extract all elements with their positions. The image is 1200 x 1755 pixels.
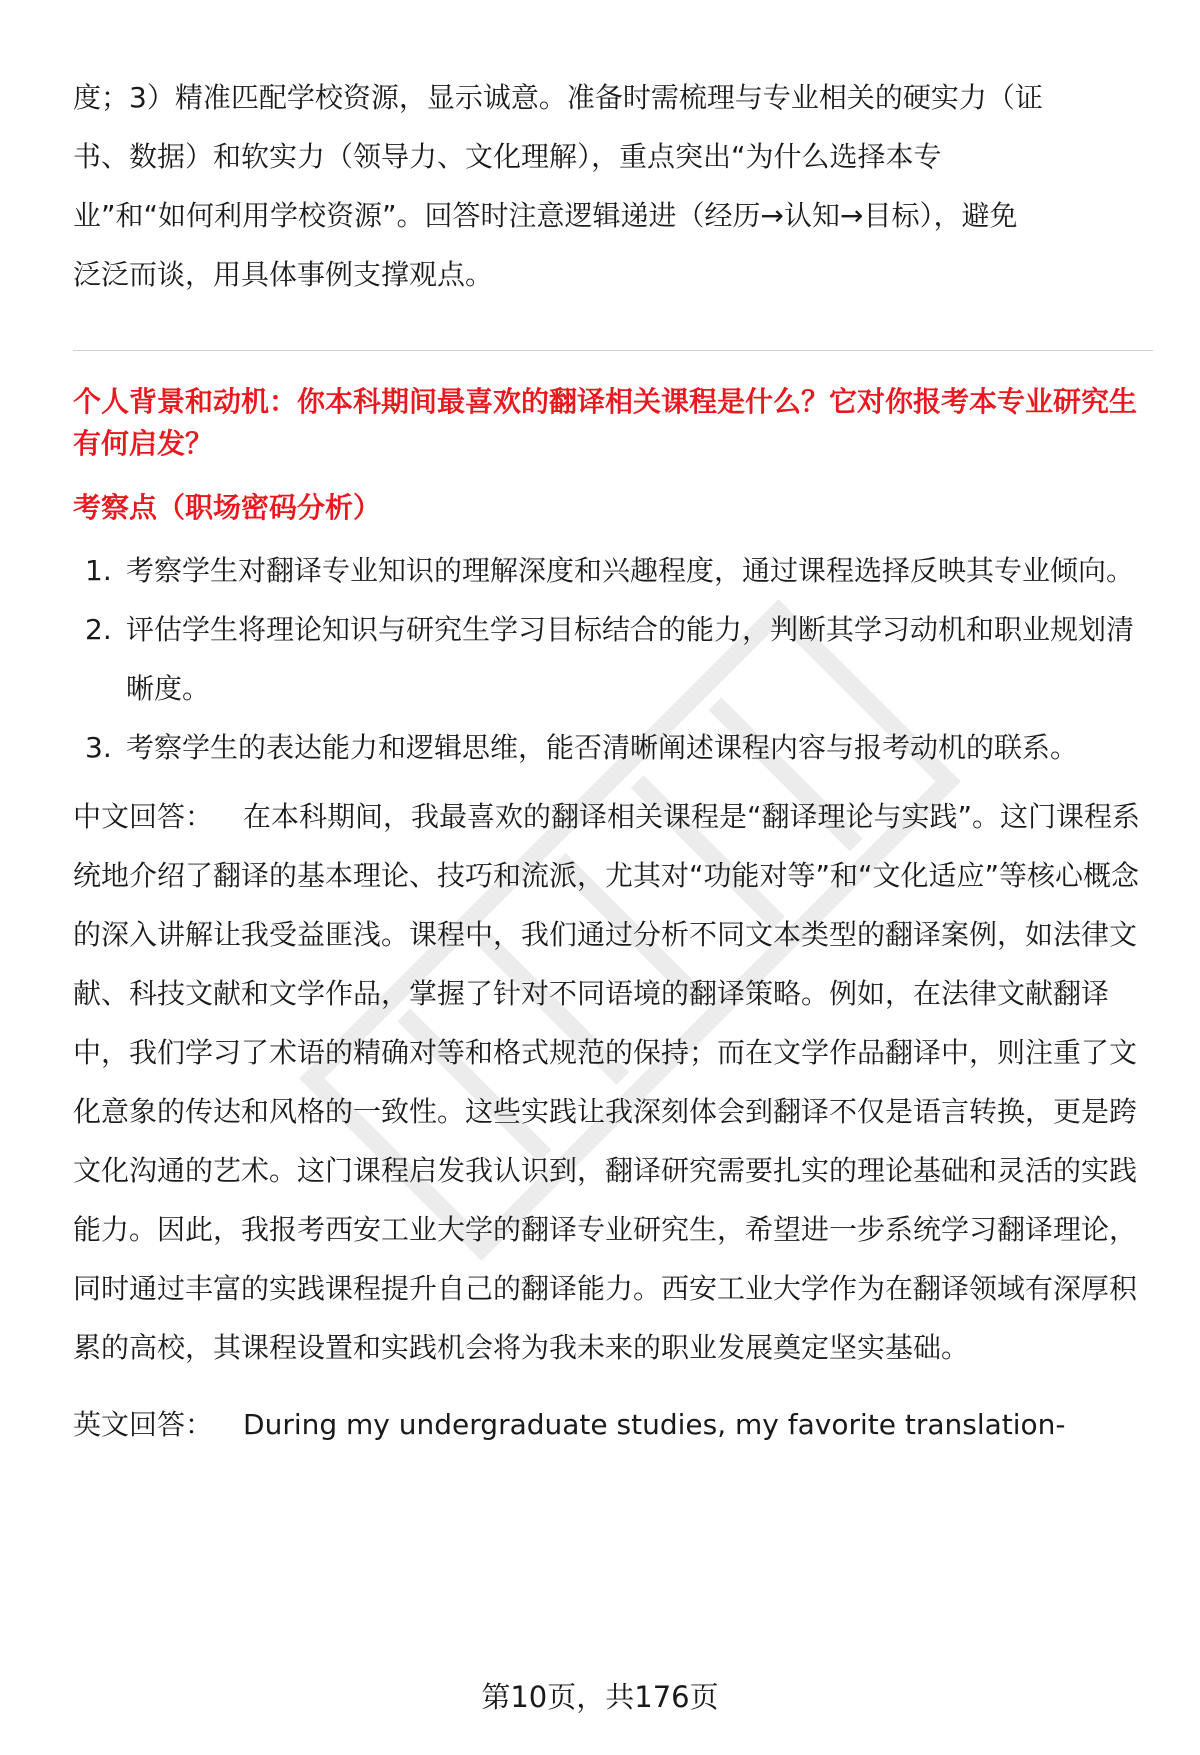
answer-chinese bbox=[73, 787, 1153, 1377]
list-item-number: 2. bbox=[85, 613, 112, 646]
question-heading: 个人背景和动机：你本科期间最喜欢的翻译相关课程是什么？它对你报考本专业研究生有何启发？ bbox=[73, 385, 1138, 460]
section-divider bbox=[73, 350, 1153, 351]
page-content bbox=[73, 68, 1153, 1454]
list-item bbox=[73, 541, 1153, 600]
list-item-text: 考察学生的表达能力和逻辑思维，能否清晰阐述课程内容与报考动机的联系。 bbox=[126, 731, 1079, 764]
answer-english bbox=[73, 1395, 1153, 1454]
focus-heading: 考察点（职场密码分析） bbox=[73, 491, 382, 524]
intro-line: 书、数据）和软实力（领导力、文化理解），重点突出“为什么选择本专 bbox=[73, 140, 942, 173]
answer-english-text: During my undergraduate studies, my favorite translation- bbox=[243, 1408, 1066, 1441]
intro-paragraph bbox=[73, 68, 1153, 304]
intro-line: 泛泛而谈，用具体事例支撑观点。 bbox=[73, 258, 494, 291]
list-item-number: 1. bbox=[85, 554, 112, 587]
list-item bbox=[73, 600, 1153, 718]
answer-chinese-text: 在本科期间，我最喜欢的翻译相关课程是“翻译理论与实践”。这门课程系统地介绍了翻译的基本理论、技巧和流派，尤其对“功能对等”和“文化适应”等核心概念的深入讲解让我受益匪浅。课程中，我们通过分析不同文本类型的翻译案例，如法律文献、科技文献和文学作品，掌握了针对不同语境的翻译策略。例如，在法律文献翻译中，我们学习了术语的精确对等和格式规范的保持；而在文学作品翻译中，则注重了文化意象的传达和风格的一致性。这些实践让我深刻体会到翻译不仅是语言转换，更是跨文化沟通的艺术。这门课程启发我认识到，翻译研究需要扎实的理论基础和灵活的实践能力。因此，我报考西安工业大学的翻译专业研究生，希望进一步系统学习翻译理论，同时通过丰富的实践课程提升自己的翻译能力。西安工业大学作为在翻译领域有深厚积累的高校，其课程设置和实践机会将为我未来的职业发展奠定坚实基础。 bbox=[73, 800, 1141, 1364]
list-item-text: 考察学生对翻译专业知识的理解深度和兴趣程度，通过课程选择反映其专业倾向。 bbox=[126, 554, 1135, 587]
answer-english-label: 英文回答： bbox=[73, 1408, 214, 1441]
focus-list bbox=[73, 541, 1153, 777]
page-footer: 第10页，共176页 bbox=[481, 1680, 719, 1714]
intro-line: 业”和“如何利用学校资源”。回答时注意逻辑递进（经历→认知→目标），避免 bbox=[73, 199, 1018, 232]
list-item bbox=[73, 718, 1153, 777]
answer-chinese-label: 中文回答： bbox=[73, 800, 214, 833]
intro-line: 度；3）精准匹配学校资源，显示诚意。准备时需梳理与专业相关的硬实力（证 bbox=[73, 81, 1043, 114]
list-item-text: 评估学生将理论知识与研究生学习目标结合的能力，判断其学习动机和职业规划清晰度。 bbox=[126, 613, 1135, 705]
list-item-number: 3. bbox=[85, 731, 112, 764]
